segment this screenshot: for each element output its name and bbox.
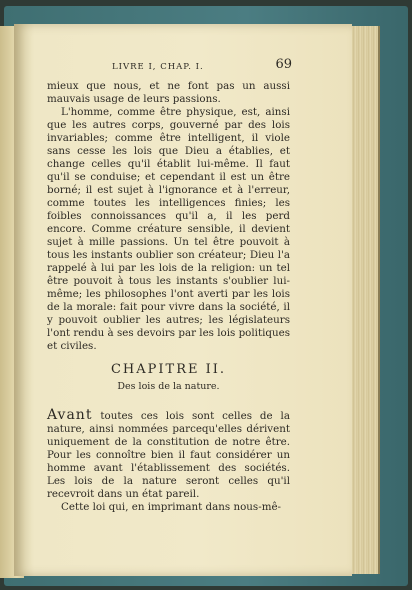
opening-word: Avant [47, 407, 93, 423]
running-title: LIVRE I, CHAP. I. [112, 62, 204, 72]
chapter-subtitle: Des lois de la nature. [117, 381, 220, 392]
paragraph-continued: mieux que nous, et ne font pas un aussi mauvais usage de leurs passions. [47, 80, 290, 105]
page-header [47, 57, 292, 80]
paragraph-avant [47, 409, 290, 501]
page-number: 69 [275, 57, 292, 72]
page-text [47, 57, 292, 514]
paragraph-homme: L'homme, comme être physique, est, ainsi que les autres corps, gouverné par des lois invariables; comme être intelligent, il viole sans cesse les lois que Dieu a établies, et change celles qu'il établit lui-même. Il faut qu'il se conduise; et cependant il est un être borné; il est sujet à l'ignorance et à l'erreur, comme toutes les intelligences finies; les foibles connoissances qu'il a, il les perd encore. Comme créature sensible, il devient sujet à mille passions. Un tel être pouvoit à tous les instants oublier son créateur; Dieu l'a rappelé à lui par les lois de la religion: un tel être pouvoit à tous les instants s'oublier lui-même; les philosophes l'ont averti par les lois de la morale: fait pour vivre dans la société, il y pouvoit oublier les autres; les législateurs l'ont rendu à ses devoirs par les lois politiques et civiles. [47, 106, 290, 352]
paragraph-avant-text: toutes ces lois sont celles de la nature, ainsi nommées parcequ'elles dérivent uniquement de la constitution de notre être. Pour les connoître bien il faut considérer un homme avant l'établissement des sociétés. Les lois de la nature seront celles qu'il recevroit dans un état pareil. [47, 410, 290, 500]
chapter-title: CHAPITRE II. [110, 362, 227, 377]
page-fore-edge [352, 26, 380, 574]
paragraph-cette-loi: Cette loi qui, en imprimant dans nous-mê- [61, 501, 282, 513]
